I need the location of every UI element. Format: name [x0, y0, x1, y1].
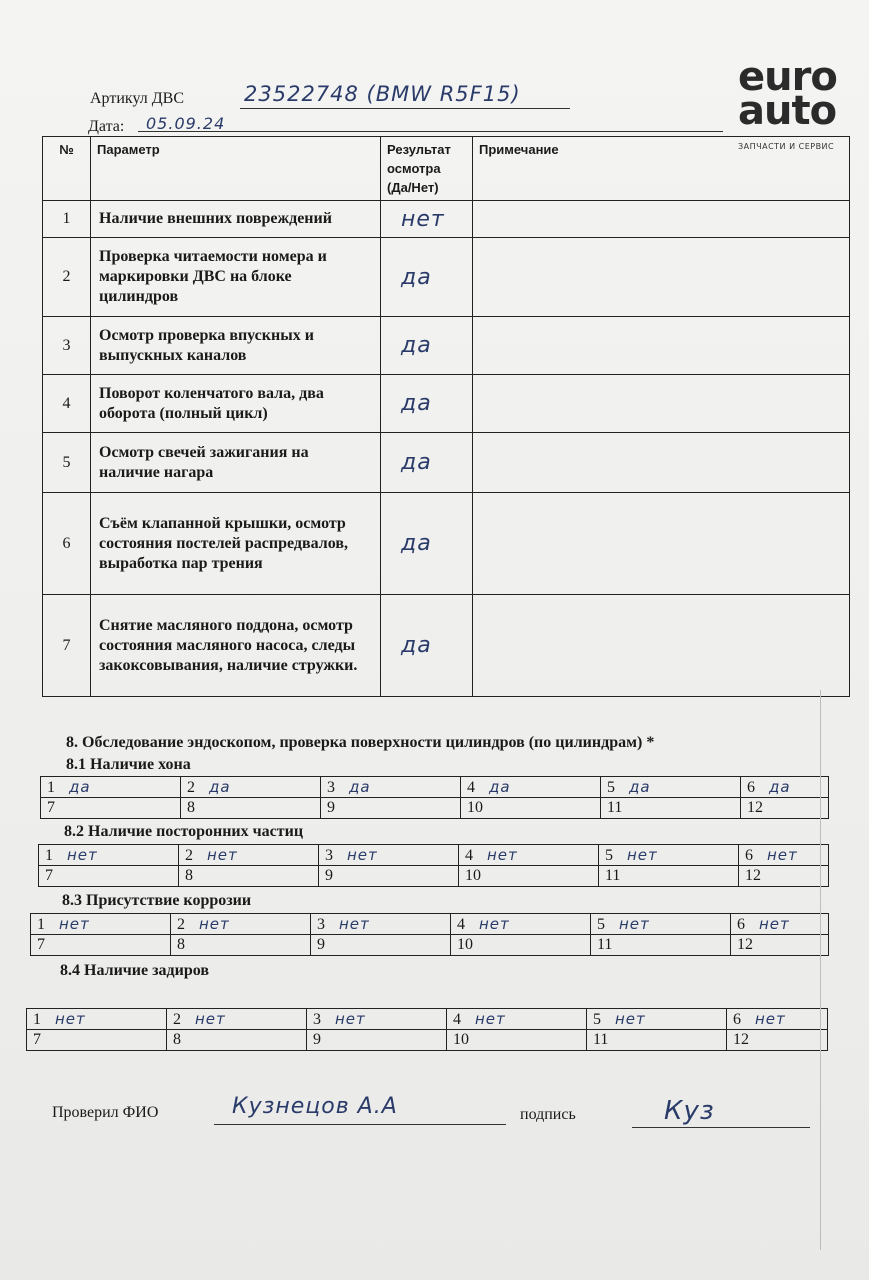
cylinder-value: нет	[339, 914, 370, 933]
cylinder-num: 4	[467, 778, 475, 796]
cylinder-num: 6	[733, 1010, 741, 1028]
cylinder-value: нет	[615, 1009, 646, 1028]
row-param: Наличие внешних повреждений	[91, 201, 381, 238]
cylinder-cell	[739, 845, 829, 866]
cylinder-value: да	[489, 777, 511, 796]
cylinder-num: 4	[457, 915, 465, 933]
cylinder-cell	[447, 1009, 587, 1030]
cylinder-row	[31, 914, 829, 935]
cylinder-cell: 11	[587, 1030, 727, 1051]
cylinder-num: 2	[185, 846, 193, 864]
row-param: Осмотр свечей зажигания на наличие нагара	[91, 433, 381, 493]
table-row	[43, 317, 850, 375]
cylinder-cell	[307, 1009, 447, 1030]
cylinder-row	[41, 777, 829, 798]
row-num: 5	[43, 433, 91, 493]
cylinder-cell: 9	[311, 935, 451, 956]
row-result: да	[381, 375, 473, 433]
cylinder-value: да	[349, 777, 371, 796]
row-param: Поворот коленчатого вала, два оборота (полный цикл)	[91, 375, 381, 433]
cylinder-cell: 7	[27, 1030, 167, 1051]
table-row	[43, 433, 850, 493]
cylinder-row	[27, 1009, 828, 1030]
cylinder-cell	[601, 777, 741, 798]
row-num: 1	[43, 201, 91, 238]
cylinder-cell	[31, 914, 171, 935]
row-result: да	[381, 433, 473, 493]
row-param: Снятие масляного поддона, осмотр состояния масляного насоса, следы закоксовывания, наличие стружки.	[91, 595, 381, 697]
cylinder-num: 1	[33, 1010, 41, 1028]
table-row	[43, 201, 850, 238]
cylinder-cell	[461, 777, 601, 798]
row-num: 2	[43, 238, 91, 317]
cylinder-value: да	[209, 777, 231, 796]
row-note	[473, 201, 850, 238]
checked-underline	[214, 1124, 506, 1125]
section-title: 8.1 Наличие хона	[66, 756, 191, 773]
cylinder-row	[41, 798, 829, 819]
cylinder-table	[26, 1008, 828, 1051]
cylinder-cell: 8	[181, 798, 321, 819]
cylinder-num: 1	[45, 846, 53, 864]
cylinder-cell: 12	[741, 798, 829, 819]
cylinder-table	[40, 776, 829, 819]
cylinder-cell: 12	[731, 935, 829, 956]
cylinder-cell: 9	[321, 798, 461, 819]
cylinder-value: да	[769, 777, 791, 796]
cylinder-row	[39, 866, 829, 887]
cylinder-value: нет	[619, 914, 650, 933]
row-result: да	[381, 595, 473, 697]
cylinder-cell	[171, 914, 311, 935]
header-num: №	[43, 137, 91, 201]
cylinder-num: 5	[607, 778, 615, 796]
table-row	[43, 595, 850, 697]
cylinder-cell: 9	[307, 1030, 447, 1051]
cylinder-num: 5	[593, 1010, 601, 1028]
cylinder-num: 4	[453, 1010, 461, 1028]
signature-value: Куз	[664, 1096, 715, 1126]
cylinder-value: нет	[199, 914, 230, 933]
cylinder-cell	[459, 845, 599, 866]
cylinder-cell	[311, 914, 451, 935]
cylinder-num: 5	[605, 846, 613, 864]
cylinder-num: 6	[745, 846, 753, 864]
table-row	[43, 375, 850, 433]
row-note	[473, 238, 850, 317]
logo-line-1: euro	[738, 54, 837, 100]
table-row	[43, 493, 850, 595]
cylinder-num: 2	[187, 778, 195, 796]
date-underline	[138, 131, 723, 132]
cylinder-value: нет	[755, 1009, 786, 1028]
cylinder-cell: 8	[179, 866, 319, 887]
checked-label: Проверил ФИО	[52, 1104, 159, 1121]
cylinder-cell: 12	[739, 866, 829, 887]
cylinder-value: нет	[347, 845, 378, 864]
logo-line-2: auto	[738, 88, 837, 134]
cylinder-value: нет	[479, 914, 510, 933]
cylinder-value: нет	[55, 1009, 86, 1028]
row-result: да	[381, 238, 473, 317]
cylinder-num: 4	[465, 846, 473, 864]
row-note	[473, 595, 850, 697]
row-param: Осмотр проверка впускных и выпускных каналов	[91, 317, 381, 375]
cylinder-value: нет	[335, 1009, 366, 1028]
row-param: Съём клапанной крышки, осмотр состояния постелей распредвалов, выработка пар трения	[91, 493, 381, 595]
cylinder-cell: 11	[591, 935, 731, 956]
cylinder-num: 3	[313, 1010, 321, 1028]
cylinder-num: 3	[327, 778, 335, 796]
row-num: 6	[43, 493, 91, 595]
article-label: Артикул ДВС	[90, 90, 184, 107]
header-note: Примечание	[473, 137, 850, 201]
row-result: да	[381, 317, 473, 375]
cylinder-cell	[451, 914, 591, 935]
row-note	[473, 375, 850, 433]
cylinder-cell: 7	[41, 798, 181, 819]
section-title: 8.2 Наличие посторонних частиц	[64, 823, 304, 840]
cylinder-cell	[599, 845, 739, 866]
date-label: Дата:	[88, 118, 125, 135]
cylinder-cell	[731, 914, 829, 935]
checked-value: Кузнецов А.А	[232, 1094, 398, 1119]
cylinder-cell	[319, 845, 459, 866]
article-underline	[240, 108, 570, 109]
section-title: 8.3 Присутствие коррозии	[62, 892, 252, 909]
cylinder-num: 2	[173, 1010, 181, 1028]
cylinder-cell	[39, 845, 179, 866]
row-note	[473, 433, 850, 493]
cylinder-cell: 8	[171, 935, 311, 956]
cylinder-value: нет	[759, 914, 790, 933]
cylinder-num: 6	[747, 778, 755, 796]
cylinder-row	[31, 935, 829, 956]
signature-label: подпись	[520, 1106, 576, 1123]
cylinder-cell: 8	[167, 1030, 307, 1051]
date-value: 05.09.24	[146, 114, 226, 133]
row-num: 4	[43, 375, 91, 433]
cylinder-cell: 7	[39, 866, 179, 887]
cylinder-cell: 11	[599, 866, 739, 887]
cylinder-cell: 10	[459, 866, 599, 887]
cylinder-table	[30, 913, 829, 956]
row-result: да	[381, 493, 473, 595]
cylinder-num: 2	[177, 915, 185, 933]
cylinder-cell	[179, 845, 319, 866]
signature-underline	[632, 1127, 810, 1128]
cylinder-num: 3	[325, 846, 333, 864]
cylinder-cell: 9	[319, 866, 459, 887]
cylinder-value: нет	[207, 845, 238, 864]
cylinder-value: нет	[67, 845, 98, 864]
cylinder-value: нет	[475, 1009, 506, 1028]
cylinder-value: нет	[195, 1009, 226, 1028]
cylinder-cell	[181, 777, 321, 798]
row-result: нет	[381, 201, 473, 238]
row-note	[473, 493, 850, 595]
cylinder-cell: 10	[447, 1030, 587, 1051]
cylinder-value: нет	[487, 845, 518, 864]
cylinder-cell	[27, 1009, 167, 1030]
cylinder-cell	[587, 1009, 727, 1030]
cylinder-value: да	[69, 777, 91, 796]
endoscope-title: 8. Обследование эндоскопом, проверка поверхности цилиндров (по цилиндрам) *	[66, 734, 655, 751]
cylinder-value: нет	[627, 845, 658, 864]
cylinder-cell	[167, 1009, 307, 1030]
cylinder-value: нет	[767, 845, 798, 864]
cylinder-num: 1	[37, 915, 45, 933]
table-header-row	[43, 137, 850, 201]
table-row	[43, 238, 850, 317]
cylinder-cell	[41, 777, 181, 798]
cylinder-row	[39, 845, 829, 866]
cylinder-cell: 10	[451, 935, 591, 956]
row-note	[473, 317, 850, 375]
cylinder-cell	[591, 914, 731, 935]
inspection-table	[42, 136, 850, 697]
header-result: Результат осмотра (Да/Нет)	[381, 137, 473, 201]
cylinder-cell: 7	[31, 935, 171, 956]
section-title: 8.4 Наличие задиров	[60, 962, 210, 979]
cylinder-num: 6	[737, 915, 745, 933]
cylinder-cell	[727, 1009, 828, 1030]
cylinder-num: 5	[597, 915, 605, 933]
cylinder-value: нет	[59, 914, 90, 933]
cylinder-num: 1	[47, 778, 55, 796]
cylinder-cell	[321, 777, 461, 798]
cylinder-num: 3	[317, 915, 325, 933]
cylinder-table	[38, 844, 829, 887]
article-value: 23522748 (BMW R5F15)	[244, 82, 521, 106]
cylinder-value: да	[629, 777, 651, 796]
cylinder-cell: 12	[727, 1030, 828, 1051]
cylinder-cell	[741, 777, 829, 798]
row-num: 3	[43, 317, 91, 375]
row-param: Проверка читаемости номера и маркировки ДВС на блоке цилиндров	[91, 238, 381, 317]
page-fold-line	[820, 690, 821, 1250]
logo-tagline: ЗАПЧАСТИ И СЕРВИС	[738, 142, 835, 151]
header-param: Параметр	[91, 137, 381, 201]
cylinder-cell: 11	[601, 798, 741, 819]
cylinder-cell: 10	[461, 798, 601, 819]
row-num: 7	[43, 595, 91, 697]
cylinder-row	[27, 1030, 828, 1051]
